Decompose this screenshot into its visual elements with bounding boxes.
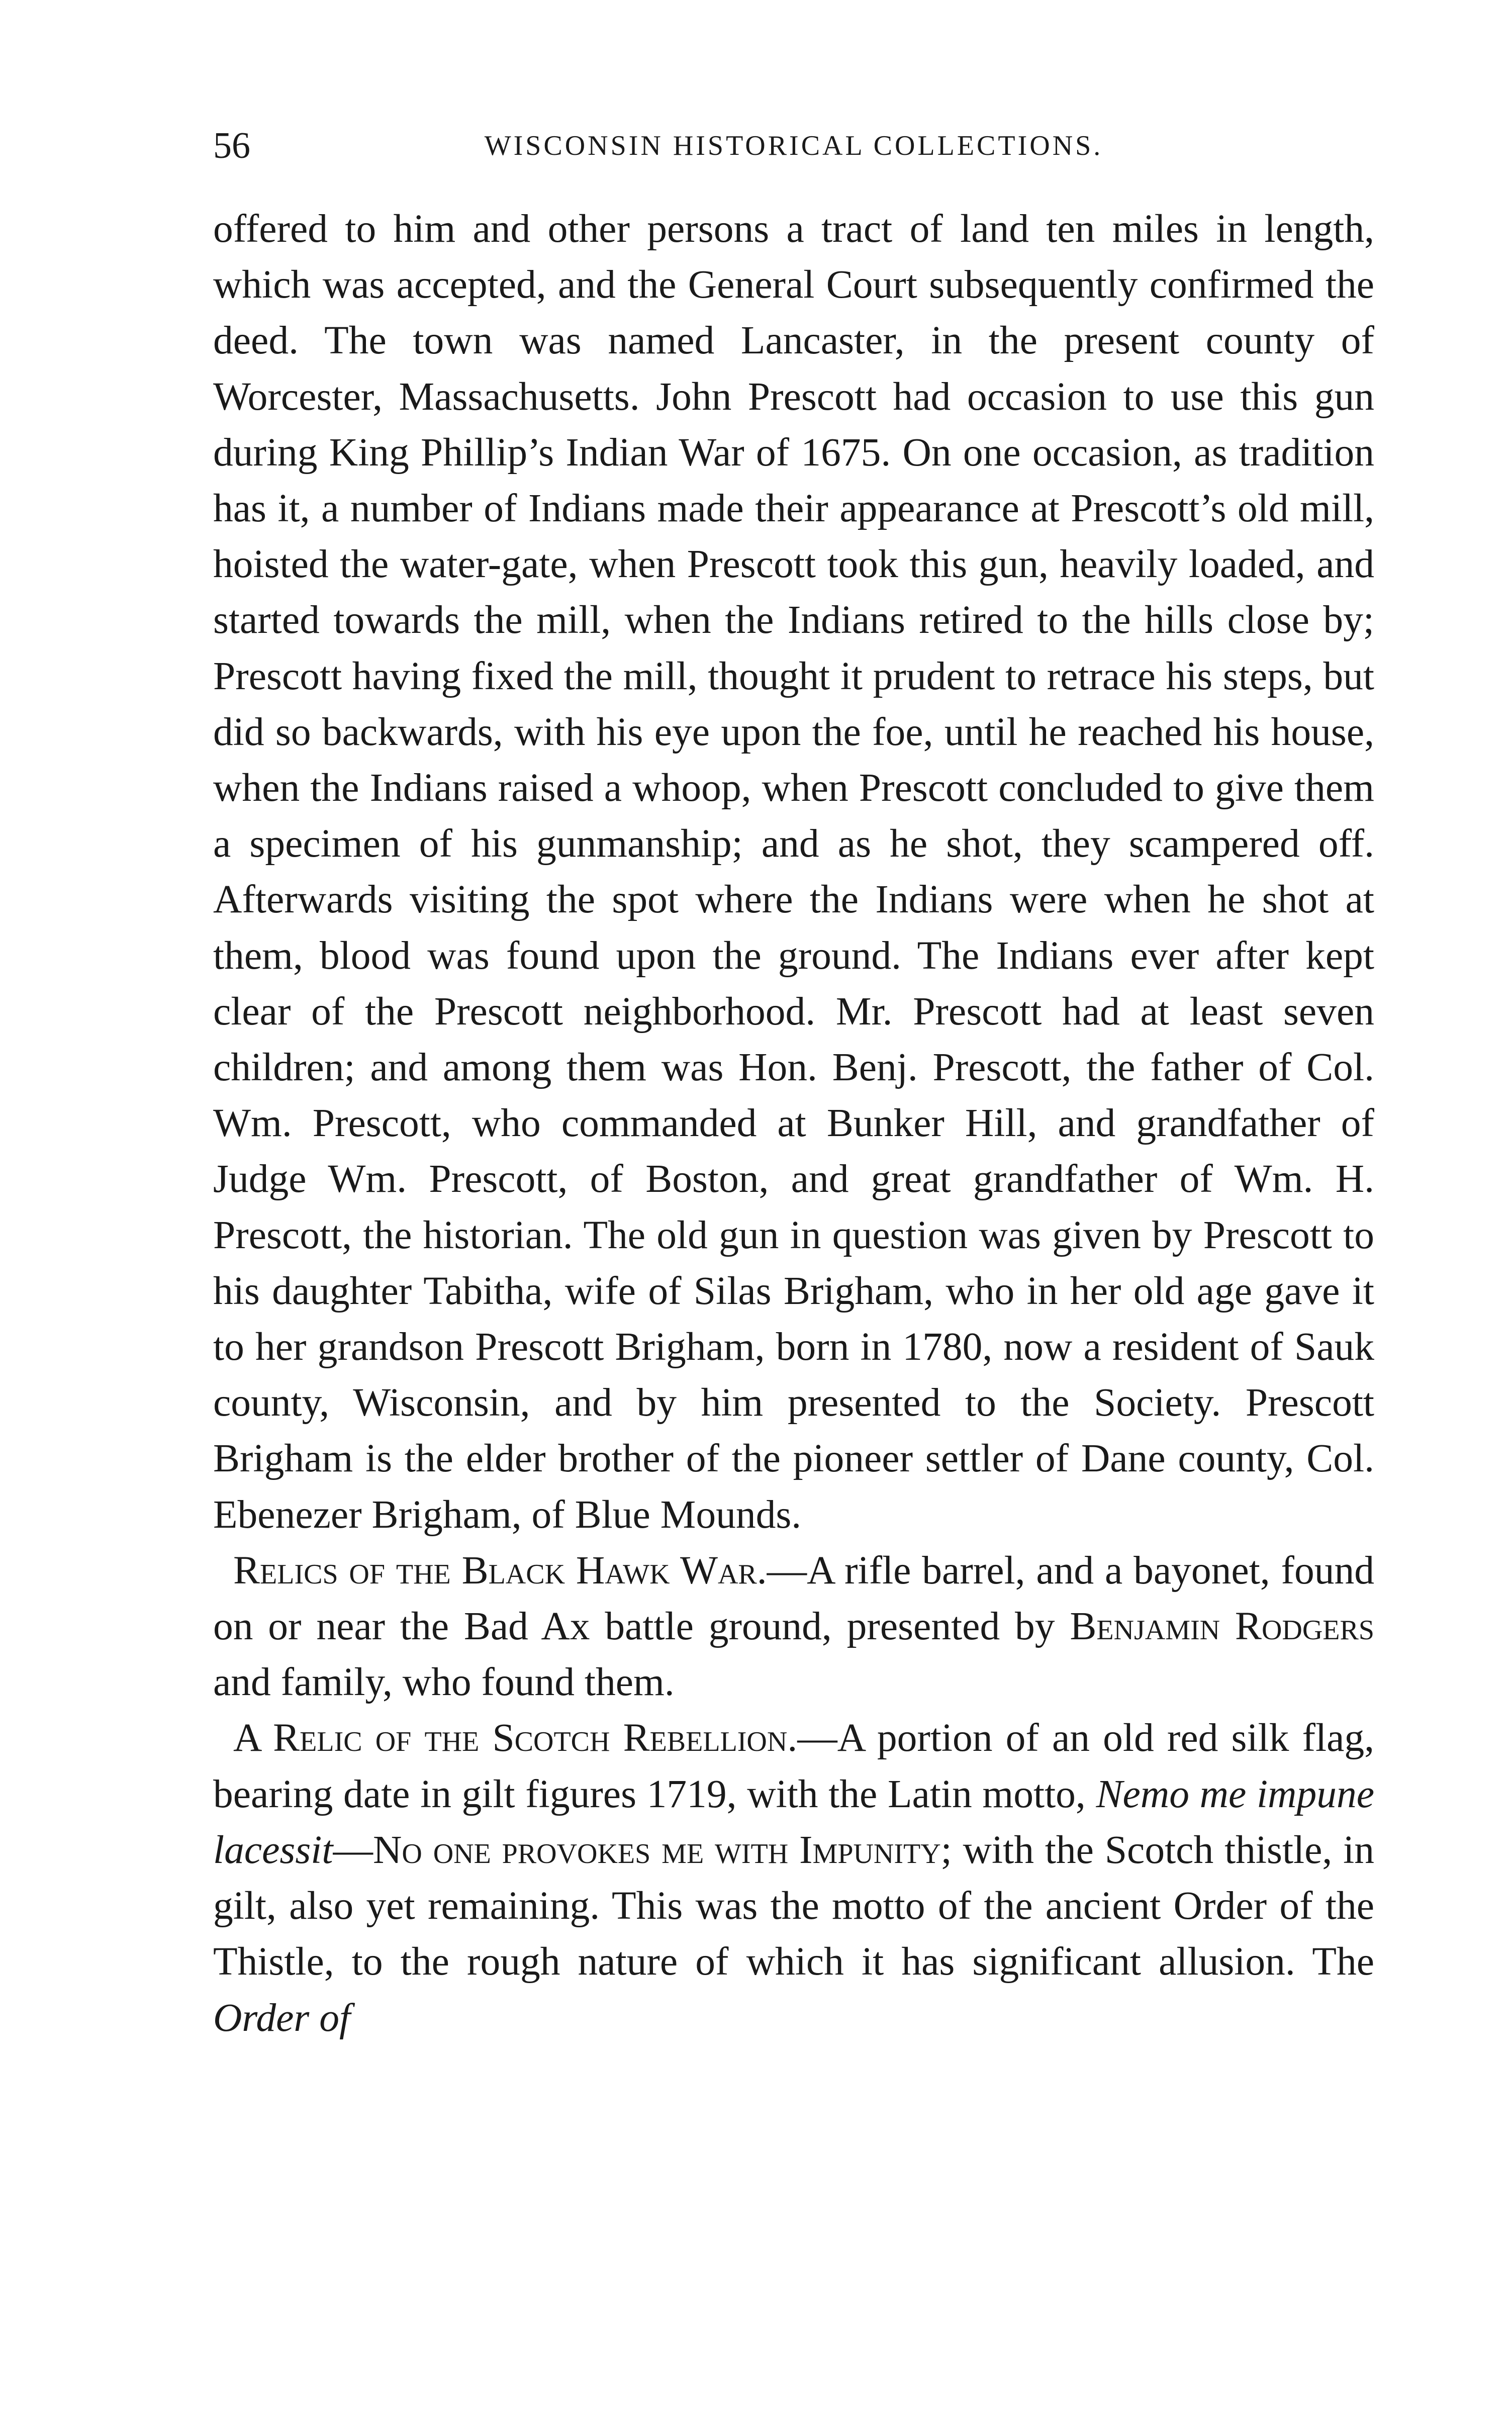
paragraph-black-hawk-relics [213, 1543, 1374, 1711]
paragraph-text: —A rifle barrel, and a bayonet, found on or near the Bad Ax battle ground, presented by [213, 1548, 1374, 1649]
english-motto: No one provokes me with Impunity [372, 1827, 941, 1872]
paragraph-text: and family, who found them. [213, 1660, 675, 1705]
paragraph-scotch-rebellion [213, 1710, 1374, 2045]
running-head: WISCONSIN HISTORICAL COLLECTIONS. [484, 130, 1103, 161]
paragraph-text: ; with the Scotch thistle, in gilt, also yet remaining. This was the motto of the ancient Order of the Thistle, to the rough nature of which it has significant allusion. The [213, 1827, 1374, 1984]
section-heading-scotch-rebellion: A Relic of the Scotch Rebellion. [233, 1716, 798, 1760]
paragraph-prescott-gun: offered to him and other persons a tract of land ten miles in length, which was accepted, and the General Court subsequently confirmed the deed. The town was named Lancaster, in the present county of Worcester, Massachusetts. John Prescott had occasion to use this gun during King Phillip’s Indian War of 1675. On one occasion, as tradition has it, a number of Indians made their appearance at Prescott’s old mill, hoisted the water-gate, when Prescott took this gun, heavily loaded, and started towards the mill, when the Indians retired to the hills close by; Prescott having fixed the mill, thought it prudent to retrace his steps, but did so backwards, with his eye upon the foe, until he reached his house, when the Indians raised a whoop, when Prescott concluded to give them a specimen of his gunmanship; and as he shot, they scampered off. Afterwards visiting the spot where the Indians were when he shot at them, blood was found upon the ground. The Indians ever after kept clear of the Prescott neighborhood. Mr. Prescott had at least seven children; and among them was Hon. Benj. Prescott, the father of Col. Wm. Prescott, who commanded at Bunker Hill, and grandfather of Judge Wm. Prescott, of Boston, and great grandfather of Wm. H. Prescott, the historian. The old gun in question was given by Prescott to his daughter Tabitha, wife of Silas Brigham, who in her old age gave it to her grandson Prescott Brigham, born in 1780, now a resident of Sauk county, Wisconsin, and by him presented to the Society. Prescott Brigham is the elder brother of the pioneer settler of Dane county, Col. Ebenezer Brigham, of Blue Mounds. [213, 207, 1374, 1537]
paragraph-text: —A portion of an old red silk flag, bearing date in gilt figures 1719, with the Latin motto, [213, 1716, 1375, 1816]
order-name: Order of [213, 1995, 351, 2040]
page-number: 56 [213, 125, 250, 166]
body-text [213, 201, 1374, 2046]
page-header [213, 121, 1374, 171]
latin-motto: Nemo me impune lacessit [213, 1771, 1374, 1872]
donor-name: Benjamin Rodgers [1070, 1604, 1374, 1649]
section-heading-black-hawk: Relics of the Black Hawk War. [233, 1548, 767, 1593]
dash: — [333, 1827, 373, 1872]
